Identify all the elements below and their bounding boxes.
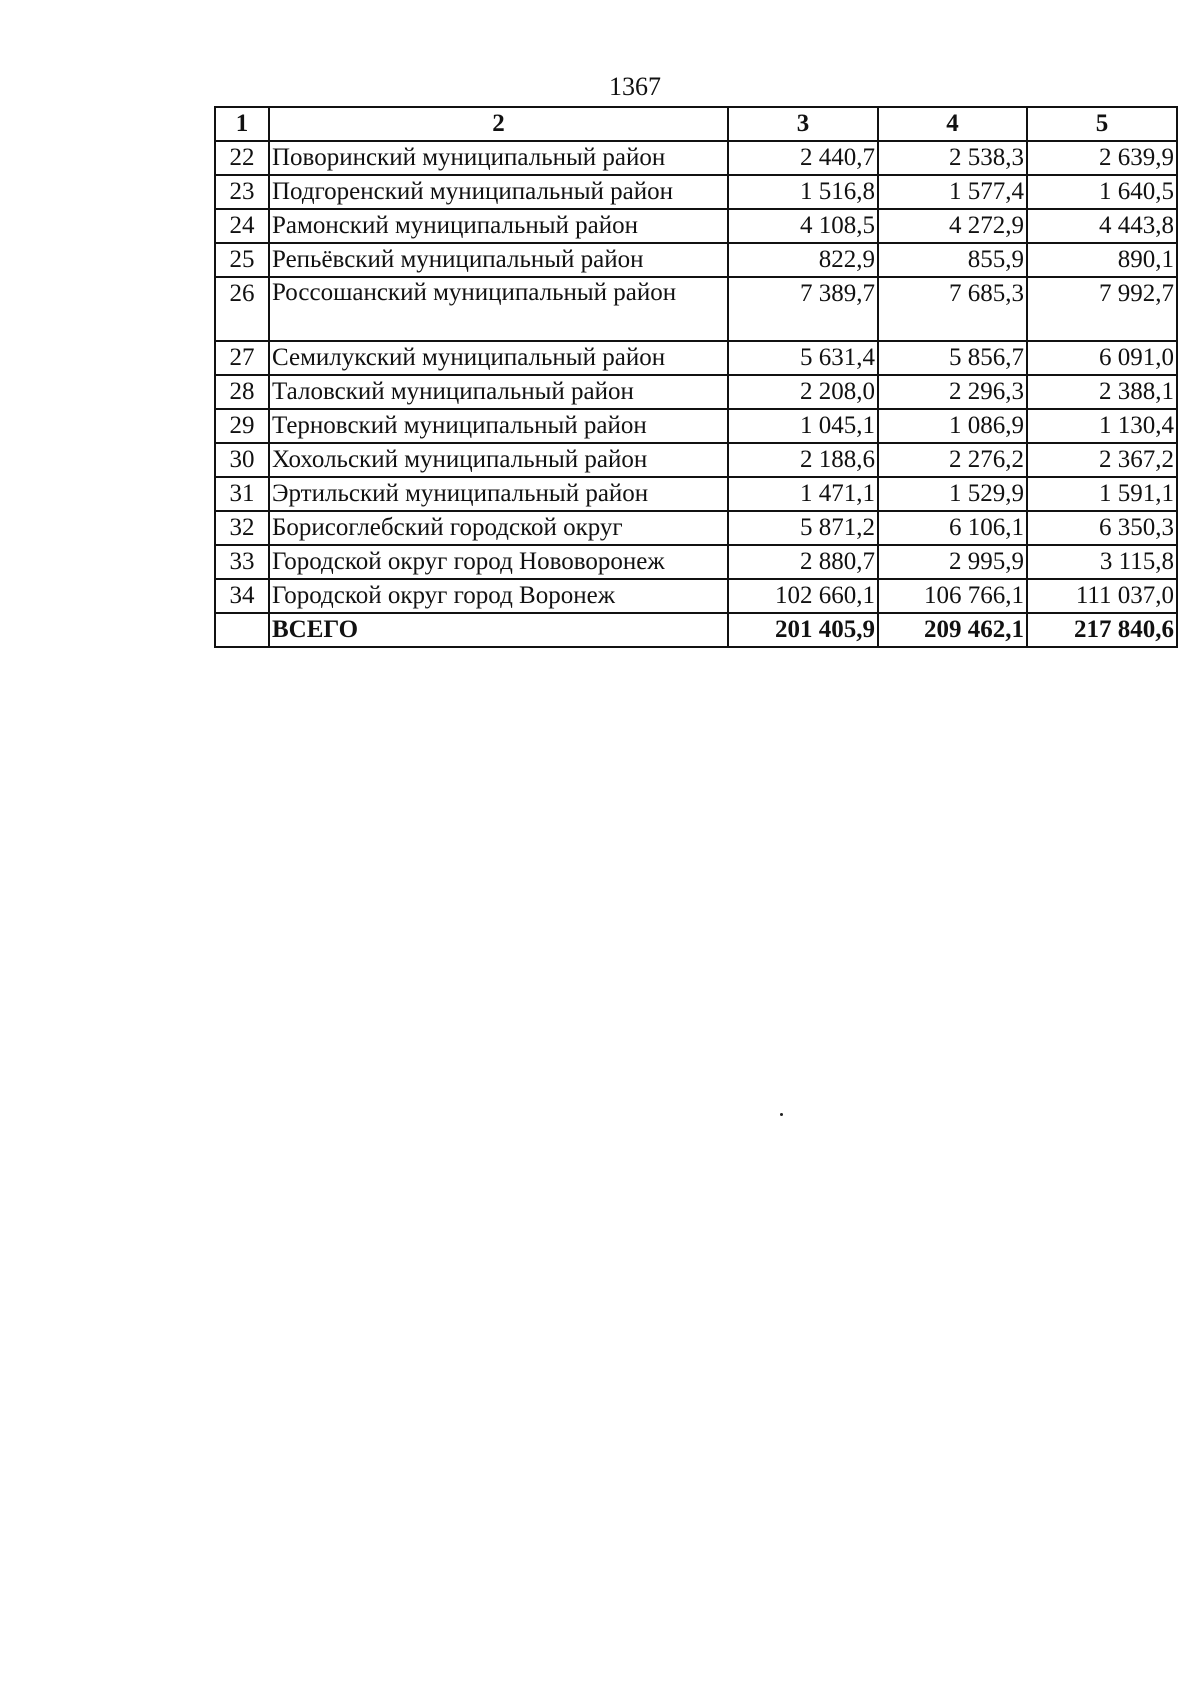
value-col-3: 1 516,8 xyxy=(728,175,878,209)
row-number: 28 xyxy=(215,375,269,409)
total-col-3: 201 405,9 xyxy=(728,613,878,647)
value-col-5: 2 367,2 xyxy=(1027,443,1177,477)
column-header-2: 2 xyxy=(269,107,728,141)
value-col-4: 1 577,4 xyxy=(878,175,1027,209)
row-number: 30 xyxy=(215,443,269,477)
value-col-4: 2 296,3 xyxy=(878,375,1027,409)
table-row xyxy=(215,175,1177,209)
value-col-5: 4 443,8 xyxy=(1027,209,1177,243)
table-header-row xyxy=(215,107,1177,141)
value-col-4: 7 685,3 xyxy=(878,277,1027,341)
municipality-name: Эртильский муниципальный район xyxy=(269,477,728,511)
value-col-3: 822,9 xyxy=(728,243,878,277)
total-row xyxy=(215,613,1177,647)
scan-speck xyxy=(780,1113,783,1116)
value-col-5: 1 591,1 xyxy=(1027,477,1177,511)
municipality-name: Городской округ город Воронеж xyxy=(269,579,728,613)
municipality-name: Терновский муниципальный район xyxy=(269,409,728,443)
value-col-4: 6 106,1 xyxy=(878,511,1027,545)
municipality-name: Хохольский муниципальный район xyxy=(269,443,728,477)
column-header-4: 4 xyxy=(878,107,1027,141)
column-header-3: 3 xyxy=(728,107,878,141)
value-col-3: 7 389,7 xyxy=(728,277,878,341)
value-col-5: 1 640,5 xyxy=(1027,175,1177,209)
value-col-5: 7 992,7 xyxy=(1027,277,1177,341)
value-col-4: 855,9 xyxy=(878,243,1027,277)
total-row-number xyxy=(215,613,269,647)
value-col-5: 890,1 xyxy=(1027,243,1177,277)
table-row xyxy=(215,511,1177,545)
value-col-4: 1 529,9 xyxy=(878,477,1027,511)
value-col-3: 1 471,1 xyxy=(728,477,878,511)
value-col-3: 2 880,7 xyxy=(728,545,878,579)
value-col-5: 6 350,3 xyxy=(1027,511,1177,545)
value-col-4: 5 856,7 xyxy=(878,341,1027,375)
row-number: 29 xyxy=(215,409,269,443)
value-col-4: 2 276,2 xyxy=(878,443,1027,477)
value-col-3: 5 631,4 xyxy=(728,341,878,375)
value-col-4: 106 766,1 xyxy=(878,579,1027,613)
total-label: ВСЕГО xyxy=(269,613,728,647)
value-col-3: 2 440,7 xyxy=(728,141,878,175)
row-number: 24 xyxy=(215,209,269,243)
value-col-5: 3 115,8 xyxy=(1027,545,1177,579)
municipality-name: Россошанский муниципальный район xyxy=(269,277,728,341)
value-col-3: 5 871,2 xyxy=(728,511,878,545)
table-row xyxy=(215,341,1177,375)
table-row xyxy=(215,443,1177,477)
table-row xyxy=(215,545,1177,579)
municipality-name: Семилукский муниципальный район xyxy=(269,341,728,375)
table-row xyxy=(215,409,1177,443)
municipality-name: Борисоглебский городской округ xyxy=(269,511,728,545)
page-number: 1367 xyxy=(609,72,661,101)
row-number: 33 xyxy=(215,545,269,579)
value-col-5: 2 639,9 xyxy=(1027,141,1177,175)
row-number: 22 xyxy=(215,141,269,175)
value-col-5: 2 388,1 xyxy=(1027,375,1177,409)
value-col-3: 1 045,1 xyxy=(728,409,878,443)
budget-table xyxy=(214,106,1178,648)
value-col-4: 4 272,9 xyxy=(878,209,1027,243)
value-col-4: 1 086,9 xyxy=(878,409,1027,443)
row-number: 23 xyxy=(215,175,269,209)
value-col-5: 111 037,0 xyxy=(1027,579,1177,613)
table-row xyxy=(215,579,1177,613)
value-col-5: 6 091,0 xyxy=(1027,341,1177,375)
table-row xyxy=(215,209,1177,243)
total-col-5: 217 840,6 xyxy=(1027,613,1177,647)
total-col-4: 209 462,1 xyxy=(878,613,1027,647)
column-header-5: 5 xyxy=(1027,107,1177,141)
row-number: 31 xyxy=(215,477,269,511)
row-number: 27 xyxy=(215,341,269,375)
municipality-name: Таловский муниципальный район xyxy=(269,375,728,409)
row-number: 32 xyxy=(215,511,269,545)
value-col-3: 102 660,1 xyxy=(728,579,878,613)
value-col-4: 2 995,9 xyxy=(878,545,1027,579)
table-row xyxy=(215,375,1177,409)
row-number: 25 xyxy=(215,243,269,277)
row-number: 34 xyxy=(215,579,269,613)
table-row xyxy=(215,277,1177,341)
row-number: 26 xyxy=(215,277,269,341)
table-row xyxy=(215,243,1177,277)
value-col-3: 2 208,0 xyxy=(728,375,878,409)
value-col-4: 2 538,3 xyxy=(878,141,1027,175)
municipality-name: Рамонский муниципальный район xyxy=(269,209,728,243)
municipality-name: Поворинский муниципальный район xyxy=(269,141,728,175)
municipality-name: Городской округ город Нововоронеж xyxy=(269,545,728,579)
value-col-3: 4 108,5 xyxy=(728,209,878,243)
value-col-3: 2 188,6 xyxy=(728,443,878,477)
column-header-1: 1 xyxy=(215,107,269,141)
table-row xyxy=(215,141,1177,175)
table-row xyxy=(215,477,1177,511)
municipality-name: Подгоренский муниципальный район xyxy=(269,175,728,209)
value-col-5: 1 130,4 xyxy=(1027,409,1177,443)
municipality-name: Репьёвский муниципальный район xyxy=(269,243,728,277)
